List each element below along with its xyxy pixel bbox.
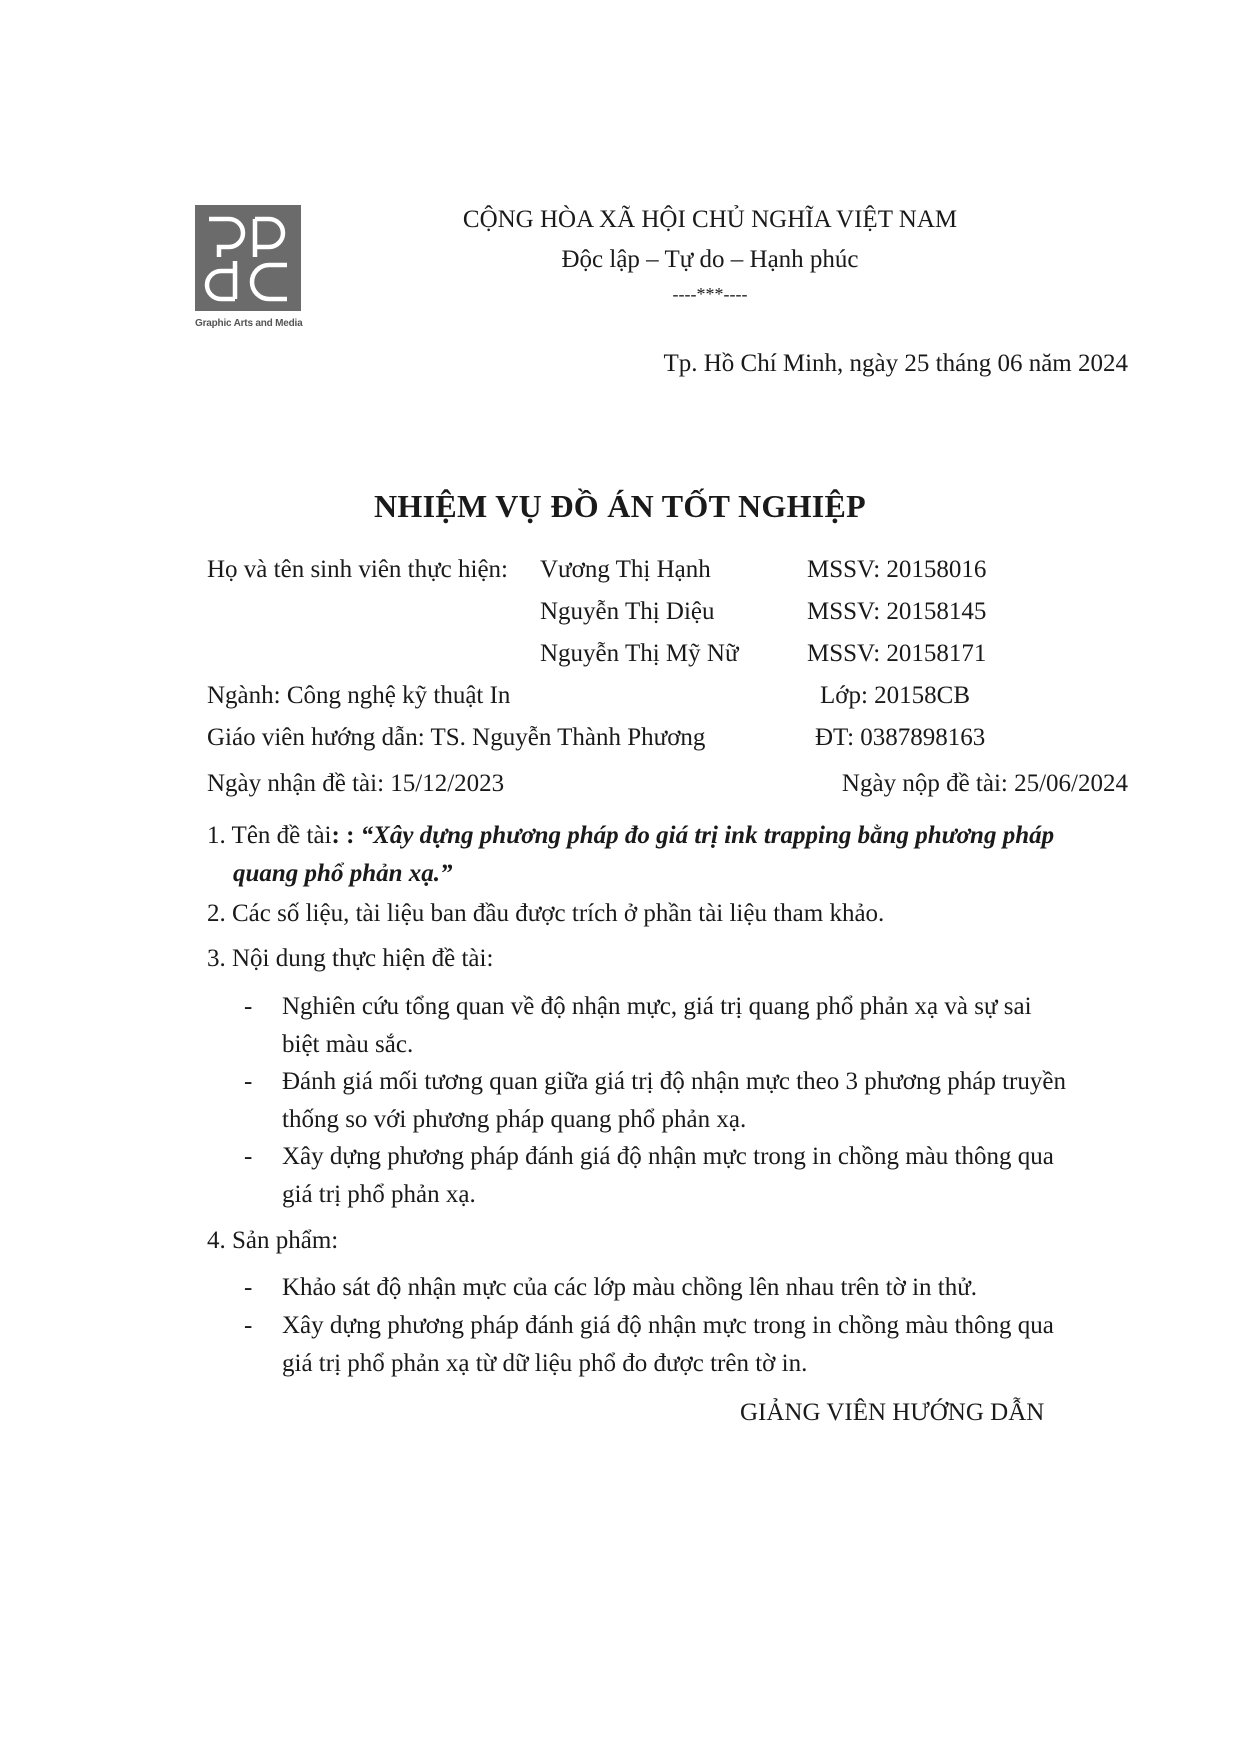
topic-title: “Xây dựng phương pháp đo giá trị ink trapping bằng phương pháp [360,822,1055,849]
header-separator: ----***---- [672,284,748,304]
advisor: Giáo viên hướng dẫn: TS. Nguyễn Thành Phương [207,724,706,751]
content-bullet-continued: biệt màu sắc. [282,1031,414,1058]
content-bullet-continued: giá trị phổ phản xạ. [282,1181,476,1208]
topic-item [207,822,1054,850]
product-heading: 4. Sản phẩm: [207,1227,339,1254]
bullet-dash: - [244,1312,253,1339]
content-bullet: Đánh giá mối tương quan giữa giá trị độ nhận mực theo 3 phương pháp truyền [282,1068,1066,1095]
received-date: Ngày nhận đề tài: 15/12/2023 [207,770,505,797]
content-bullet: Nghiên cứu tổng quan về độ nhận mực, giá trị quang phổ phản xạ và sự sai [282,993,1032,1020]
topic-title-continued: quang phổ phản xạ.” [233,860,453,887]
content-bullet: Xây dựng phương pháp đánh giá độ nhận mực trong in chồng màu thông qua [282,1143,1054,1170]
topic-colon: : : [331,822,361,849]
logo-caption: Graphic Arts and Media [195,318,303,329]
references-item: 2. Các số liệu, tài liệu ban đầu được trích ở phần tài liệu tham khảo. [207,900,885,927]
advisor-phone: ĐT: 0387898163 [815,724,986,751]
submitted-date: Ngày nộp đề tài: 25/06/2024 [841,770,1128,797]
date-line: Tp. Hồ Chí Minh, ngày 25 tháng 06 năm 2024 [663,350,1128,377]
content-bullet-continued: thống so với phương pháp quang phổ phản xạ. [282,1106,747,1133]
bullet-dash: - [244,993,253,1020]
document-title: NHIỆM VỤ ĐỒ ÁN TỐT NGHIỆP [373,488,866,524]
bullet-dash: - [244,1068,253,1095]
student-id: MSSV: 20158145 [807,598,987,625]
product-bullet: Khảo sát độ nhận mực của các lớp màu chồng lên nhau trên tờ in thử. [282,1274,978,1301]
gam-logo-icon [195,205,301,311]
national-title: CỘNG HÒA XÃ HỘI CHỦ NGHĨA VIỆT NAM [462,206,958,233]
students-label: Họ và tên sinh viên thực hiện: [207,556,508,583]
gam-logo-mark [195,205,301,311]
student-name: Vương Thị Hạnh [540,556,711,583]
content-heading: 3. Nội dung thực hiện đề tài: [207,945,494,972]
product-bullet-continued: giá trị phổ phản xạ từ dữ liệu phổ đo được trên tờ in. [282,1350,808,1377]
class-code: Lớp: 20158CB [820,682,971,709]
bullet-dash: - [244,1274,253,1301]
student-id: MSSV: 20158016 [807,556,987,583]
major: Ngành: Công nghệ kỹ thuật In [207,682,511,709]
national-motto: Độc lập – Tự do – Hạnh phúc [561,246,859,273]
student-name: Nguyễn Thị Mỹ Nữ [540,640,739,667]
topic-prefix: 1. Tên đề tài [207,822,332,849]
advisor-signature-title: GIẢNG VIÊN HƯỚNG DẪN [740,1399,1045,1426]
student-name: Nguyễn Thị Diệu [540,598,715,625]
student-id: MSSV: 20158171 [807,640,987,667]
bullet-dash: - [244,1143,253,1170]
product-bullet: Xây dựng phương pháp đánh giá độ nhận mực trong in chồng màu thông qua [282,1312,1054,1339]
